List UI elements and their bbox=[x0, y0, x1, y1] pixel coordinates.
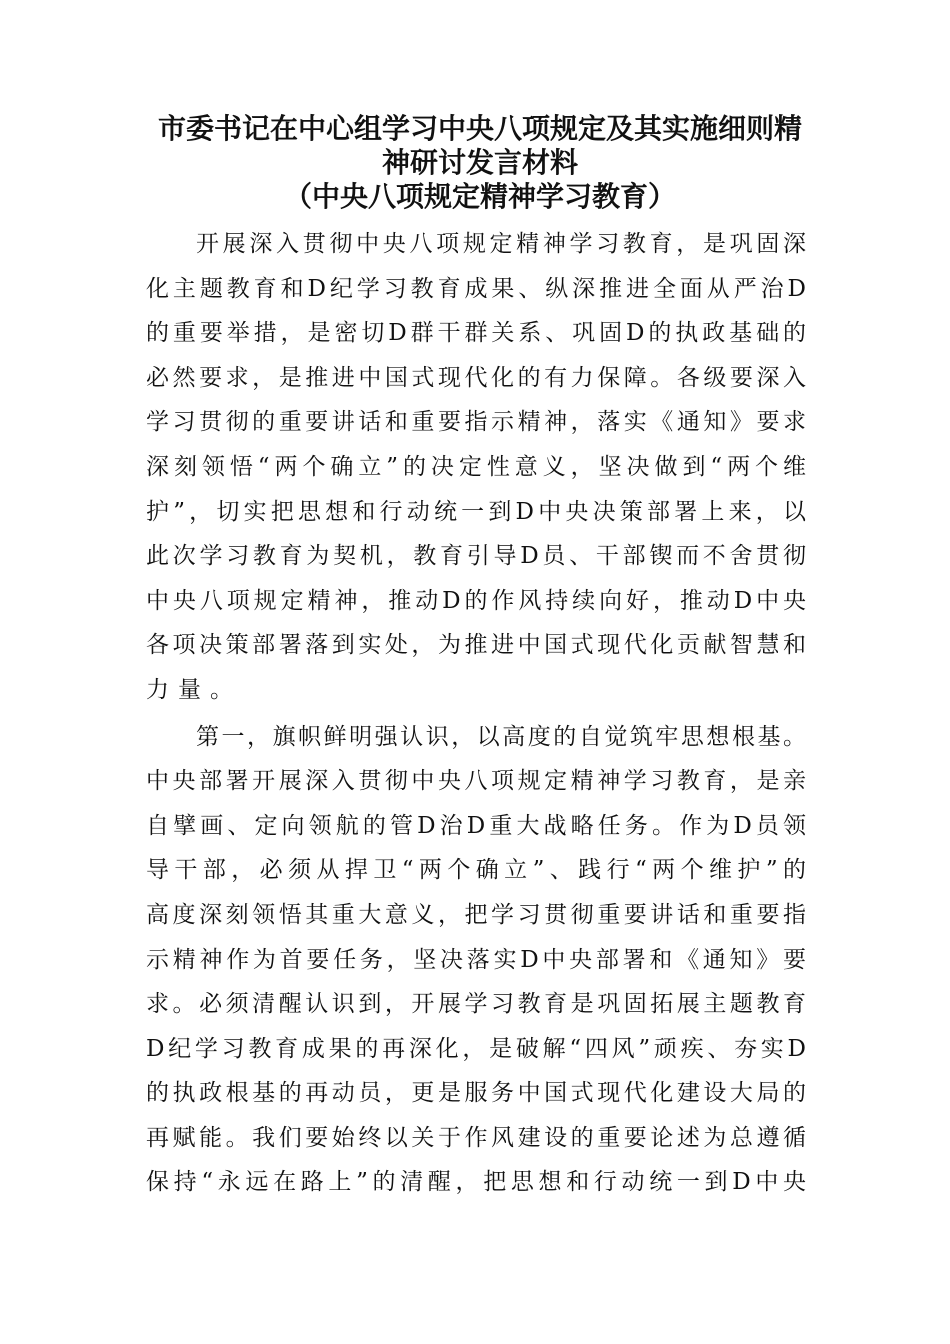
text-line: 力量。 bbox=[146, 676, 242, 703]
text-line: 此次学习教育为契机，教育引导D员、干部锲而不舍贯彻 bbox=[146, 543, 806, 570]
text-line: 高度深刻领悟其重大意义，把学习贯彻重要讲话和重要指 bbox=[146, 901, 806, 928]
text-line: 各项决策部署落到实处，为推进中国式现代化贡献智慧和 bbox=[146, 632, 806, 659]
text-line: 保持“永远在路上”的清醒，把思想和行动统一到D中央 bbox=[146, 1169, 806, 1196]
document-body bbox=[146, 222, 806, 1205]
text-line: 学习贯彻的重要讲话和重要指示精神，落实《通知》要求 bbox=[146, 409, 806, 436]
text-line: 自擘画、定向领航的管D治D重大战略任务。作为D员领 bbox=[146, 812, 806, 839]
text-line: 必然要求，是推进中国式现代化的有力保障。各级要深入 bbox=[146, 364, 806, 391]
document-title bbox=[140, 112, 820, 214]
text-line: 中央八项规定精神，推动D的作风持续向好，推动D中央 bbox=[146, 587, 806, 614]
paragraph-1 bbox=[146, 222, 806, 713]
subtitle: （中央八项规定精神学习教育） bbox=[283, 180, 676, 213]
title-line: 神研讨发言材料 bbox=[381, 146, 578, 179]
text-line: 导干部，必须从捍卫“两个确立”、践行“两个维护”的 bbox=[146, 857, 806, 884]
text-line: 求。必须清醒认识到，开展学习教育是巩固拓展主题教育 bbox=[146, 991, 806, 1018]
text-line: 的执政根基的再动员，更是服务中国式现代化建设大局的 bbox=[146, 1080, 806, 1107]
text-line: 化主题教育和D纪学习教育成果、纵深推进全面从严治D bbox=[146, 275, 806, 302]
text-line: 中央部署开展深入贯彻中央八项规定精神学习教育，是亲 bbox=[146, 768, 806, 795]
text-line: 深刻领悟“两个确立”的决定性意义，坚决做到“两个维 bbox=[146, 453, 806, 480]
text-line: 示精神作为首要任务，坚决落实D中央部署和《通知》要 bbox=[146, 946, 806, 973]
text-line: 第一，旗帜鲜明强认识，以高度的自觉筑牢思想根基。 bbox=[196, 723, 806, 750]
text-line: D纪学习教育成果的再深化，是破解“四风”顽疾、夯实D bbox=[146, 1035, 806, 1062]
text-line: 再赋能。我们要始终以关于作风建设的重要论述为总遵循 bbox=[146, 1124, 806, 1151]
text-line: 护”，切实把思想和行动统一到D中央决策部署上来，以 bbox=[146, 498, 806, 525]
title-line: 市委书记在中心组学习中央八项规定及其实施细则精 bbox=[157, 112, 802, 145]
text-line: 开展深入贯彻中央八项规定精神学习教育，是巩固深 bbox=[196, 231, 806, 257]
text-line: 的重要举措，是密切D群干群关系、巩固D的执政基础的 bbox=[146, 320, 806, 347]
paragraph-2 bbox=[146, 715, 806, 1206]
